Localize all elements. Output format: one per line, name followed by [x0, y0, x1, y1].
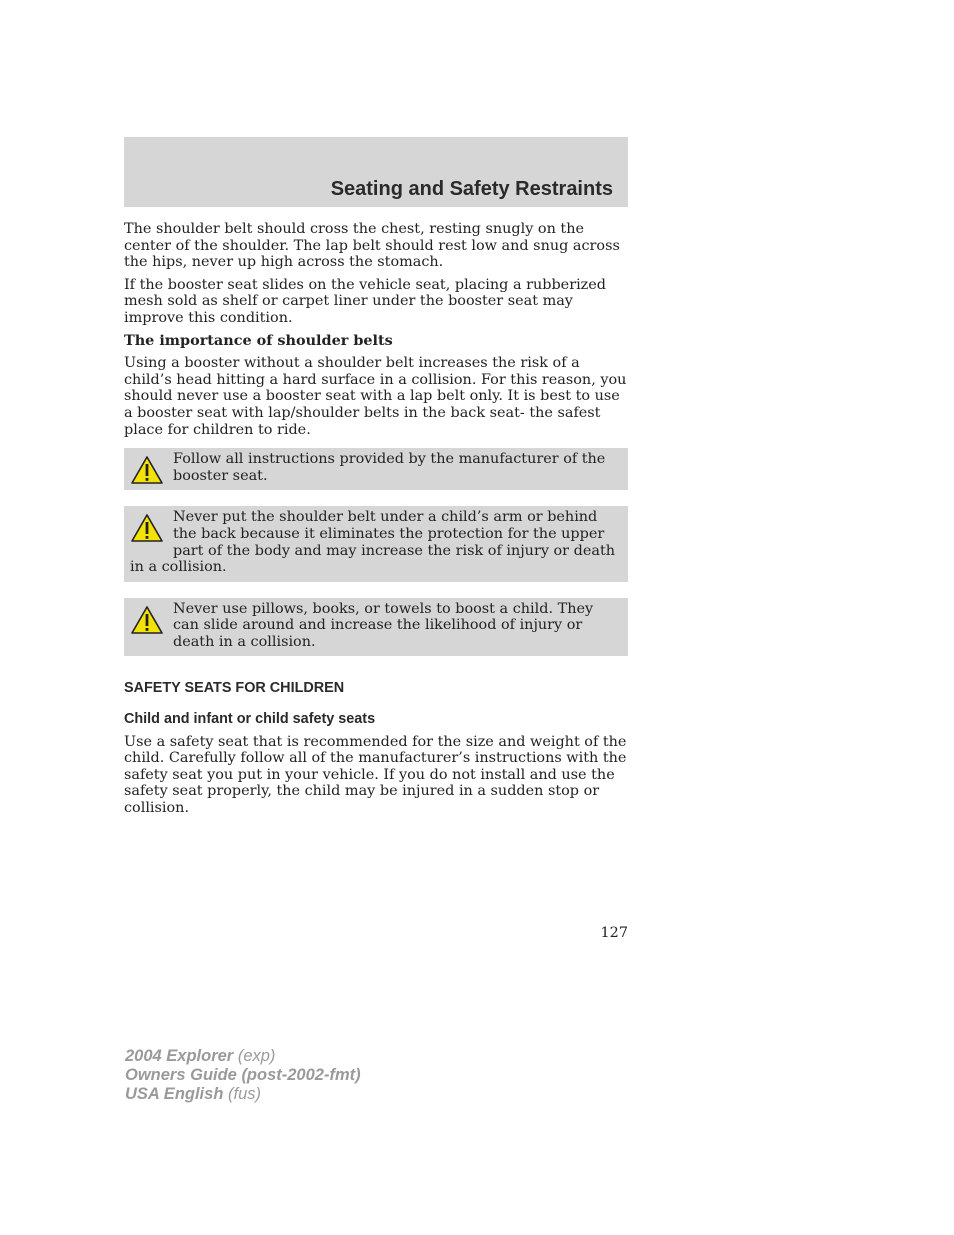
warning-text: Never use pillows, books, or towels to boost a child. They can slide around and increase the likelihood of injury or death in a collision. — [173, 600, 594, 650]
paragraph-booster-risk: Using a booster without a shoulder belt increases the risk of a child’s head hitting a hard surface in a collision. For this reason, you should never use a booster seat with a lap belt only. It is best to use a booster seat with lap/shoulder belts in the back seat- the safest place for children to ride. — [124, 355, 627, 438]
footer-language-code: (fus) — [223, 1085, 261, 1103]
section-header-band — [124, 137, 628, 207]
warning-triangle-icon — [130, 513, 164, 543]
importance-heading: The importance of shoulder belts — [124, 331, 393, 349]
warning-triangle-icon — [130, 455, 164, 485]
footer-guide: Owners Guide (post-2002-fmt) — [125, 1066, 361, 1084]
warning-box-1 — [124, 448, 628, 490]
document-footer — [125, 1047, 361, 1104]
footer-model: 2004 Explorer — [125, 1047, 234, 1065]
paragraph-booster-slides: If the booster seat slides on the vehicle seat, placing a rubberized mesh sold as shelf or carpet liner under the booster seat may improve this condition. — [124, 276, 606, 326]
page-content — [124, 221, 628, 823]
section-title: Seating and Safety Restraints — [330, 178, 613, 200]
page-number: 127 — [600, 925, 628, 941]
footer-line-1 — [125, 1047, 361, 1066]
safety-seats-heading: SAFETY SEATS FOR CHILDREN — [124, 680, 345, 697]
warning-text: Follow all instructions provided by the manufacturer of the booster seat. — [173, 451, 606, 484]
warning-box-3 — [124, 598, 628, 657]
warning-box-2 — [124, 506, 628, 581]
warning-triangle-icon — [130, 605, 164, 635]
paragraph-safety-seat: Use a safety seat that is recommended for the size and weight of the child. Carefully follow all of the manufacturer’s instructions with the safety seat you put in your vehicle. If you do not install and use the safety seat properly, the child may be injured in a sudden stop or collision. — [124, 733, 627, 817]
footer-model-code: (exp) — [233, 1047, 276, 1065]
footer-language: USA English — [125, 1085, 224, 1103]
safety-seats-subheading: Child and infant or child safety seats — [124, 711, 376, 728]
paragraph-shoulder-belt: The shoulder belt should cross the chest, resting snugly on the center of the shoulder. The lap belt should rest low and snug across the hips, never up high across the stomach. — [124, 221, 620, 271]
footer-line-3 — [125, 1085, 361, 1104]
warning-text: Never put the shoulder belt under a child’s arm or behind the back because it eliminates the protection for the upper part of the body and may increase the risk of injury or death in a collision. — [130, 509, 615, 576]
footer-line-2 — [125, 1066, 361, 1085]
